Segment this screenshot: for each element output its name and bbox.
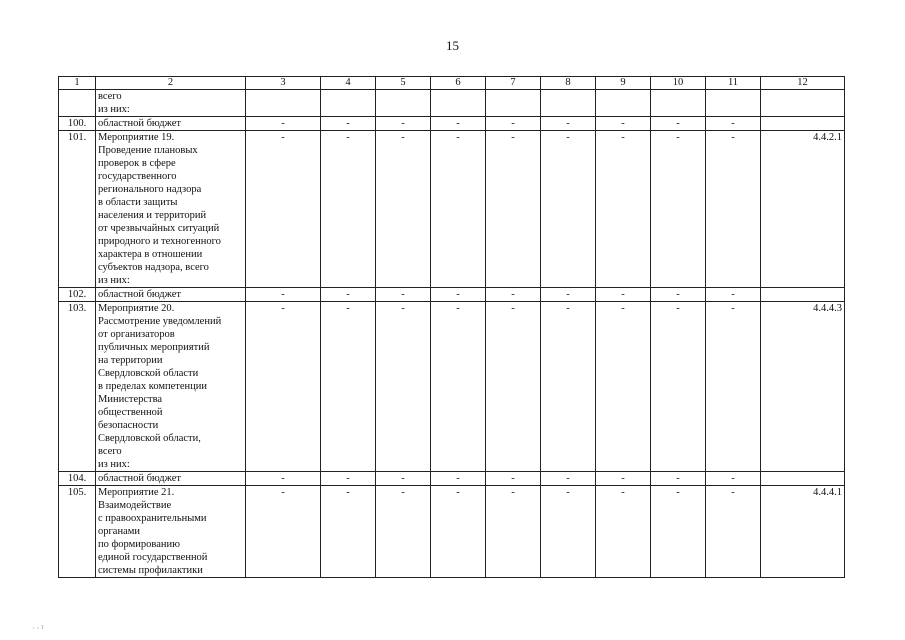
row-value-cell: - — [321, 288, 376, 302]
row-value-cell: - — [706, 288, 761, 302]
row-value-cell: - — [596, 288, 651, 302]
row-value-cell: - — [706, 131, 761, 288]
header-cell: 9 — [596, 77, 651, 90]
row-code-cell — [761, 90, 845, 117]
row-code-cell — [761, 117, 845, 131]
row-number-cell: 100. — [59, 117, 96, 131]
row-value-cell: - — [486, 472, 541, 486]
row-value-cell: - — [321, 472, 376, 486]
row-value-cell: - — [321, 486, 376, 578]
row-value-cell: - — [246, 486, 321, 578]
table-row — [59, 486, 845, 578]
row-value-cell: - — [651, 117, 706, 131]
row-code-cell: 4.4.4.3 — [761, 302, 845, 472]
row-value-cell — [596, 90, 651, 117]
table-row — [59, 302, 845, 472]
row-value-cell: - — [541, 117, 596, 131]
row-description-cell: Мероприятие 20. Рассмотрение уведомлений от организаторов публичных мероприятий на территории Свердловской области в пределах компетенции Министерства общественной безопасности Свердловской области, всего из них: — [96, 302, 246, 472]
row-value-cell: - — [596, 472, 651, 486]
budget-table — [58, 76, 845, 578]
row-value-cell: - — [541, 288, 596, 302]
row-value-cell: - — [706, 486, 761, 578]
row-value-cell: - — [651, 472, 706, 486]
row-description-cell: областной бюджет — [96, 472, 246, 486]
row-code-cell: 4.4.4.1 — [761, 486, 845, 578]
row-value-cell: - — [321, 302, 376, 472]
header-cell: 1 — [59, 77, 96, 90]
row-value-cell: - — [706, 117, 761, 131]
header-cell: 2 — [96, 77, 246, 90]
header-row — [59, 77, 845, 90]
header-cell: 6 — [431, 77, 486, 90]
row-description-cell: областной бюджет — [96, 117, 246, 131]
header-cell: 10 — [651, 77, 706, 90]
row-code-cell — [761, 288, 845, 302]
row-description-cell: Мероприятие 19. Проведение плановых проверок в сфере государственного регионального надзора в области защиты населения и территорий от чрезвычайных ситуаций природного и техногенного характера в отношении субъектов надзора, всего из них: — [96, 131, 246, 288]
row-value-cell: - — [486, 288, 541, 302]
row-value-cell: - — [706, 302, 761, 472]
header-cell: 8 — [541, 77, 596, 90]
row-value-cell — [376, 90, 431, 117]
row-value-cell: - — [651, 302, 706, 472]
row-value-cell: - — [596, 117, 651, 131]
table-row — [59, 472, 845, 486]
row-value-cell: - — [431, 288, 486, 302]
row-value-cell: - — [376, 131, 431, 288]
table-row — [59, 288, 845, 302]
row-value-cell — [486, 90, 541, 117]
table-row — [59, 131, 845, 288]
row-value-cell: - — [486, 302, 541, 472]
row-value-cell — [541, 90, 596, 117]
header-cell: 11 — [706, 77, 761, 90]
row-number-cell — [59, 90, 96, 117]
row-value-cell: - — [486, 131, 541, 288]
row-code-cell: 4.4.2.1 — [761, 131, 845, 288]
table-row — [59, 117, 845, 131]
row-description-cell: областной бюджет — [96, 288, 246, 302]
row-value-cell: - — [246, 117, 321, 131]
row-value-cell: - — [706, 472, 761, 486]
row-value-cell: - — [246, 131, 321, 288]
row-value-cell: - — [596, 302, 651, 472]
row-value-cell: - — [376, 486, 431, 578]
row-value-cell — [246, 90, 321, 117]
row-value-cell: - — [541, 472, 596, 486]
row-value-cell: - — [376, 288, 431, 302]
row-value-cell: - — [431, 472, 486, 486]
row-value-cell — [321, 90, 376, 117]
row-value-cell: - — [541, 302, 596, 472]
row-value-cell: - — [431, 486, 486, 578]
row-number-cell: 102. — [59, 288, 96, 302]
row-value-cell — [431, 90, 486, 117]
row-value-cell: - — [651, 288, 706, 302]
row-value-cell: - — [376, 302, 431, 472]
row-value-cell: - — [246, 302, 321, 472]
row-value-cell: - — [431, 131, 486, 288]
row-value-cell: - — [651, 131, 706, 288]
header-cell: 5 — [376, 77, 431, 90]
row-description-cell: Мероприятие 21. Взаимодействие с правоохранительными органами по формированию единой государственной системы профилактики — [96, 486, 246, 578]
row-value-cell: - — [376, 472, 431, 486]
row-value-cell — [706, 90, 761, 117]
header-cell: 3 — [246, 77, 321, 90]
page-number: 15 — [446, 38, 459, 53]
row-number-cell: 103. — [59, 302, 96, 472]
row-value-cell: - — [246, 288, 321, 302]
row-code-cell — [761, 472, 845, 486]
row-number-cell: 105. — [59, 486, 96, 578]
row-value-cell: - — [541, 486, 596, 578]
row-value-cell: - — [596, 486, 651, 578]
row-value-cell: - — [321, 117, 376, 131]
row-value-cell: - — [541, 131, 596, 288]
row-value-cell: - — [596, 131, 651, 288]
row-value-cell: - — [486, 117, 541, 131]
row-value-cell — [651, 90, 706, 117]
row-value-cell: - — [651, 486, 706, 578]
header-cell: 12 — [761, 77, 845, 90]
row-number-cell: 104. — [59, 472, 96, 486]
row-value-cell: - — [486, 486, 541, 578]
header-cell: 4 — [321, 77, 376, 90]
row-value-cell: - — [431, 117, 486, 131]
row-value-cell: - — [431, 302, 486, 472]
row-value-cell: - — [246, 472, 321, 486]
table-body — [59, 90, 845, 578]
row-number-cell: 101. — [59, 131, 96, 288]
table-row — [59, 90, 845, 117]
row-description-cell: всего из них: — [96, 90, 246, 117]
row-value-cell: - — [376, 117, 431, 131]
header-cell: 7 — [486, 77, 541, 90]
scan-artifact: · · ˀ — [32, 624, 44, 633]
row-value-cell: - — [321, 131, 376, 288]
